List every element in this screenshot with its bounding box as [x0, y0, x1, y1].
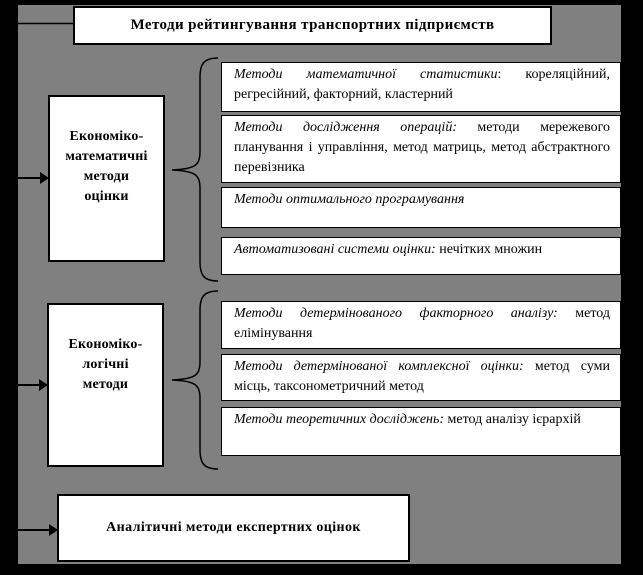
- method-rest: нечітких множин: [435, 242, 543, 257]
- category-line: математичні: [65, 149, 148, 164]
- category-line: методи: [82, 377, 129, 392]
- method-lead: Методи оптимального програмування: [234, 192, 465, 207]
- category-line: оцінки: [84, 189, 129, 204]
- method-rest: метод суми місць, таксонометричний метод: [234, 359, 610, 394]
- method-rest: метод елімінування: [234, 306, 610, 341]
- method-box-mathematical-statistics: [221, 62, 621, 112]
- title-box: [73, 6, 552, 45]
- analytic-expert-methods-text: Аналітичні методи експертних оцінок: [106, 520, 361, 535]
- category-line: методи: [83, 169, 130, 184]
- method-rest: метод аналізу ієрархій: [444, 412, 581, 427]
- category-line: Економіко-: [69, 129, 144, 144]
- method-lead: Методи теоретичних досліджень:: [234, 412, 445, 427]
- category-line: логічні: [82, 357, 129, 372]
- analytic-expert-methods-box: [57, 494, 410, 562]
- method-box-operations-research: [221, 115, 621, 183]
- method-box-automated-systems: [221, 237, 621, 275]
- method-box-optimal-programming: [221, 187, 621, 228]
- method-box-theoretical-research: [221, 407, 621, 456]
- method-lead: Автоматизовані системи оцінки:: [234, 242, 436, 257]
- category-box-economic-logical: [47, 303, 164, 467]
- method-rest: : кореляційний, регресійний, факторний, кластерний: [234, 67, 610, 102]
- method-lead: Методи детермінованої комплексної оцінки:: [234, 359, 524, 374]
- method-box-determined-factor-analysis: [221, 301, 621, 349]
- method-box-determined-complex-evaluation: [221, 354, 621, 401]
- category-line: Економіко-: [68, 337, 143, 352]
- method-lead: Методи математичної статистики: [234, 67, 498, 82]
- title-text: Методи рейтингування транспортних підприємств: [130, 17, 495, 33]
- method-lead: Методи детермінованого факторного аналізу:: [234, 306, 558, 321]
- method-lead: Методи дослідження операцій:: [234, 120, 457, 135]
- category-box-economic-mathematical: [48, 95, 165, 262]
- method-rest: методи мережевого планування і управління, метод матриць, метод абстрактного перевізника: [234, 120, 610, 175]
